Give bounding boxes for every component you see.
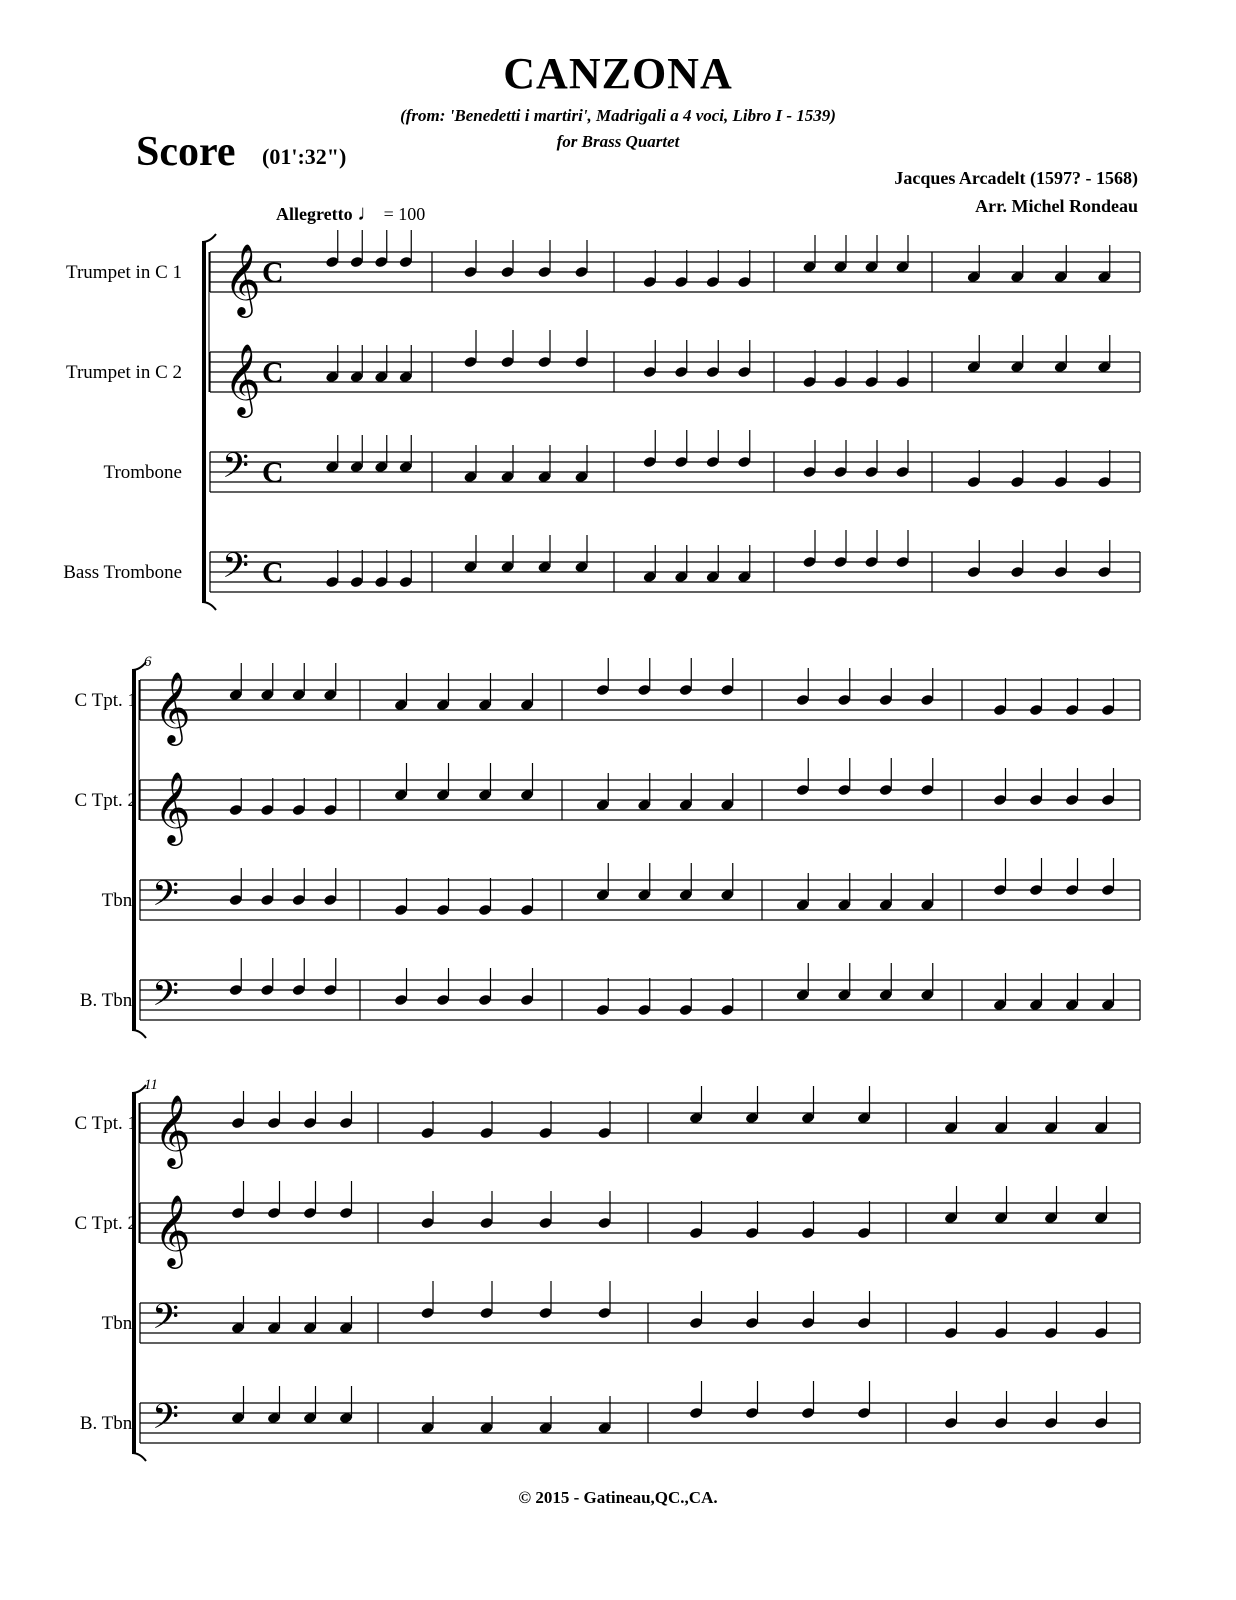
bracket-hook [132,1453,146,1461]
staff-label: B. Tbn. [79,1413,137,1434]
score-label: Score [136,129,236,175]
staff-label: B. Tbn. [79,990,137,1011]
staff-label: Bass Trombone [63,562,182,583]
quarter-note-icon: ♩ [357,200,380,225]
staff-label: Trumpet in C 1 [66,262,182,283]
tempo-text: Allegretto [276,204,353,224]
duration: (01':32") [262,144,347,169]
arranger: Arr. Michel Rondeau [975,196,1138,216]
staff-label: Trombone [103,462,182,483]
treble-clef-icon: 𝄞 [154,1097,191,1165]
measure-number: 6 [144,654,152,670]
treble-clef-icon: 𝄞 [224,346,261,414]
treble-clef-icon: 𝄞 [154,774,191,842]
subtitle: (from: 'Benedetti i martiri', Madrigali a 4 voci, Libro I - 1539) [400,106,836,125]
measure-number: 11 [144,1077,158,1093]
time-signature: C [262,356,284,389]
staff-label: C Tpt. 2 [74,1213,137,1234]
page-title: CANZONA [503,49,733,98]
time-signature: C [262,456,284,489]
staff-label: C Tpt. 1 [74,1113,137,1134]
staff-label: Tbn. [101,1313,137,1334]
bass-clef-icon: 𝄢 [152,976,180,1022]
bracket-hook [202,234,216,242]
staff-label: Trumpet in C 2 [66,362,182,383]
composer: Jacques Arcadelt (1597? - 1568) [894,168,1138,188]
treble-clef-icon: 𝄞 [154,674,191,742]
instrumentation: for Brass Quartet [556,132,680,151]
staff-label: C Tpt. 2 [74,790,137,811]
time-signature: C [262,556,284,589]
bass-clef-icon: 𝄢 [152,876,180,922]
bass-clef-icon: 𝄢 [222,448,250,494]
tempo-value: = 100 [383,204,426,224]
bass-clef-icon: 𝄢 [152,1299,180,1345]
staff-label: C Tpt. 1 [74,690,137,711]
bass-clef-icon: 𝄢 [222,548,250,594]
time-signature: C [262,256,284,289]
treble-clef-icon: 𝄞 [154,1197,191,1265]
staff-label: Tbn. [101,890,137,911]
bracket-hook [202,602,216,610]
bass-clef-icon: 𝄢 [152,1399,180,1445]
copyright: © 2015 - Gatineau,QC.,CA. [518,1488,718,1507]
bracket-hook [132,1030,146,1038]
treble-clef-icon: 𝄞 [224,246,261,314]
